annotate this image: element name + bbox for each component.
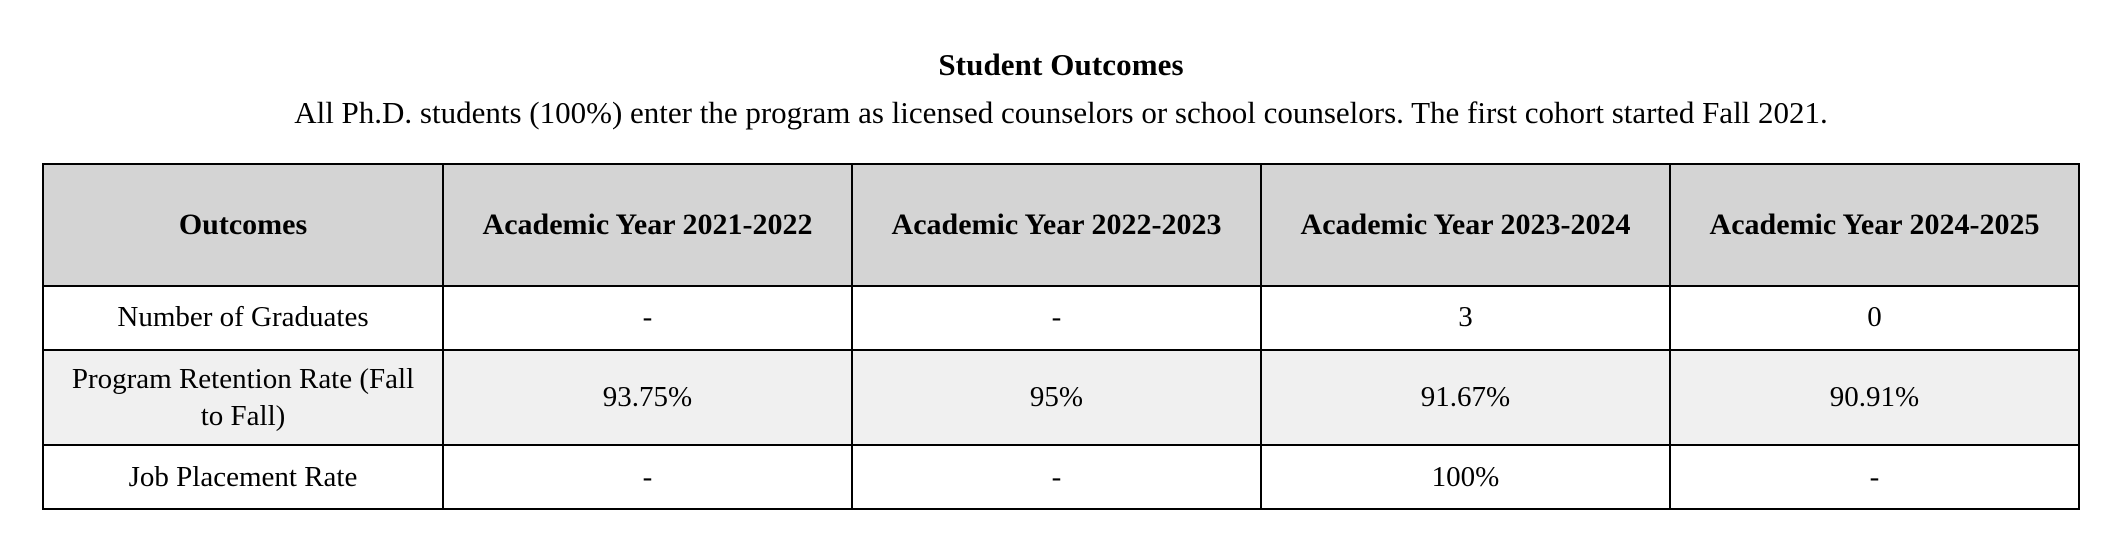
page-title: Student Outcomes [938, 47, 1184, 82]
cell-retention-2021-2022: 93.75% [443, 350, 852, 445]
row-label-job-placement-rate: Job Placement Rate [43, 445, 443, 509]
cell-graduates-2021-2022: - [443, 286, 852, 350]
table-row [43, 445, 2079, 509]
table-header [43, 164, 2079, 286]
cell-graduates-2024-2025: 0 [1670, 286, 2079, 350]
table-row [43, 350, 2079, 445]
table-header-row [43, 164, 2079, 286]
cell-retention-2022-2023: 95% [852, 350, 1261, 445]
column-header-year-2021-2022: Academic Year 2021-2022 [443, 164, 852, 286]
intro-paragraph: All Ph.D. students (100%) enter the program as licensed counselors or school counselors. The first cohort started Fall 2021. [294, 94, 1828, 130]
column-header-year-2024-2025: Academic Year 2024-2025 [1670, 164, 2079, 286]
column-header-year-2022-2023: Academic Year 2022-2023 [852, 164, 1261, 286]
table-body [43, 286, 2079, 509]
cell-placement-2024-2025: - [1670, 445, 2079, 509]
column-header-year-2023-2024: Academic Year 2023-2024 [1261, 164, 1670, 286]
column-header-outcomes: Outcomes [43, 164, 443, 286]
cell-graduates-2023-2024: 3 [1261, 286, 1670, 350]
cell-placement-2023-2024: 100% [1261, 445, 1670, 509]
cell-graduates-2022-2023: - [852, 286, 1261, 350]
row-label-program-retention-rate: Program Retention Rate (Fall to Fall) [43, 350, 443, 445]
cell-retention-2023-2024: 91.67% [1261, 350, 1670, 445]
cell-placement-2022-2023: - [852, 445, 1261, 509]
cell-placement-2021-2022: - [443, 445, 852, 509]
cell-retention-2024-2025: 90.91% [1670, 350, 2079, 445]
table-row [43, 286, 2079, 350]
row-label-number-of-graduates: Number of Graduates [43, 286, 443, 350]
student-outcomes-table [42, 163, 2080, 510]
